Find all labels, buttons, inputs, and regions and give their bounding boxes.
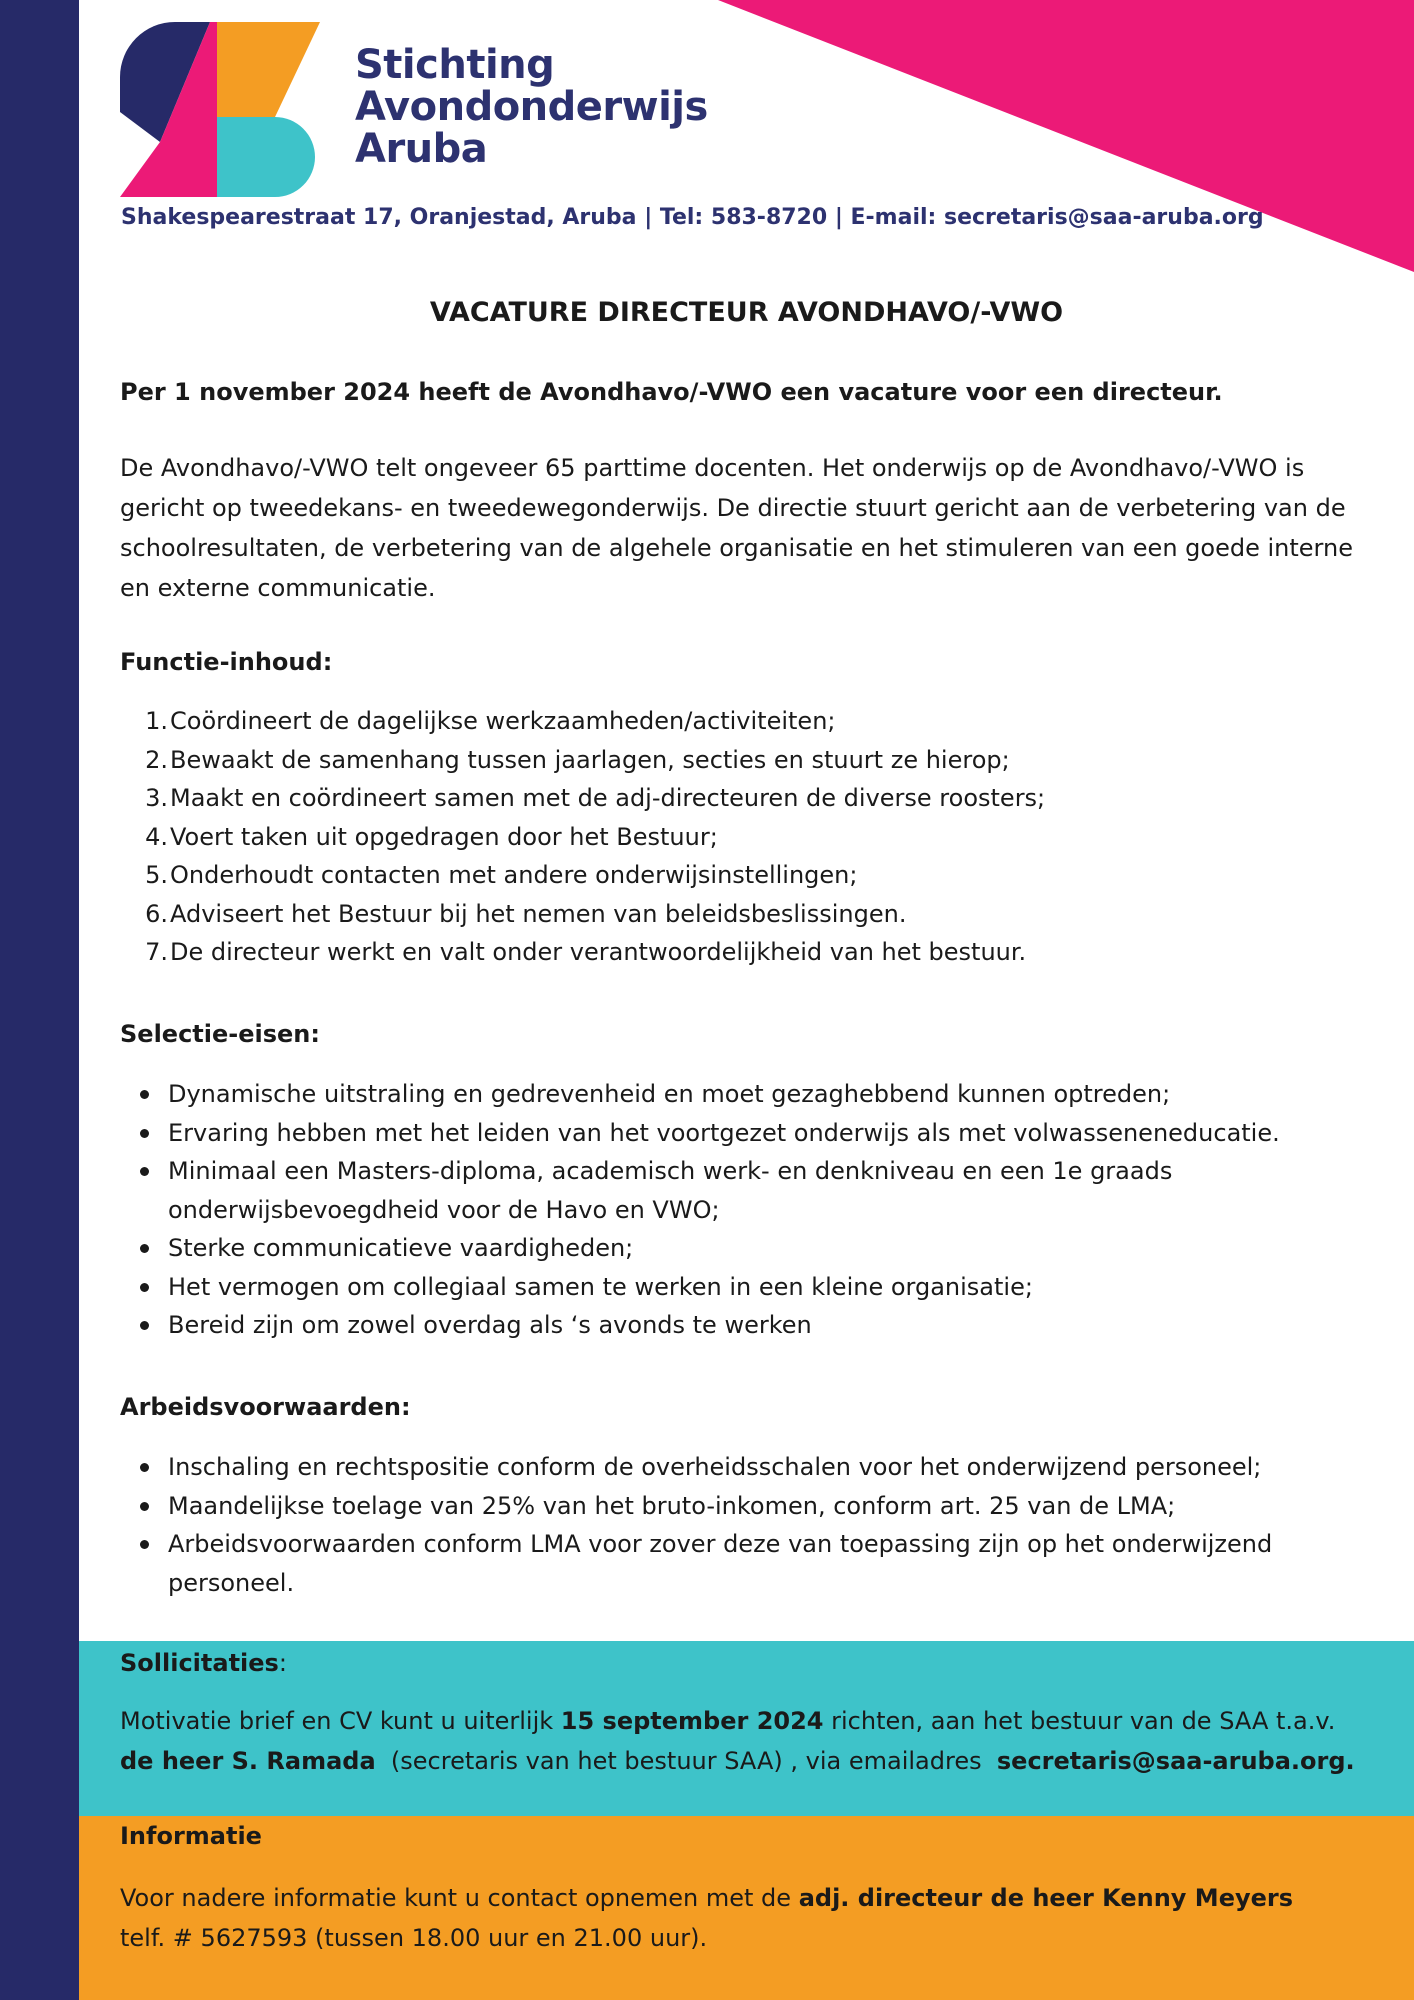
list-item: 2. Bewaakt de samenhang tussen jaarlagen, secties en stuurt ze hierop;	[145, 745, 1010, 774]
saa-logo	[120, 22, 325, 197]
brand-line-1: Stichting	[355, 42, 555, 88]
list-item: Maandelijkse toelage van 25% van het bruto-inkomen, conform art. 25 van de LMA;	[120, 1487, 1360, 1526]
functie-heading: Functie-inhoud:	[120, 648, 333, 676]
deadline-date: 15 september 2024	[560, 1707, 824, 1735]
brand-line-2: Avondonderwijs	[355, 84, 708, 130]
intro-paragraph: De Avondhavo/-VWO telt ongeveer 65 parttime docenten. Het onderwijs op de Avondhavo/-VWO is gericht op tweedekans- en tweedewegonderwijs. De directie stuurt gericht aan de verbetering van de schoolresultaten, de verbetering van de algehele organisatie en het stimuleren van een goede interne en externe communicatie.	[120, 454, 1353, 602]
brand-name	[355, 44, 708, 170]
list-item: Inschaling en rechtspositie conform de overheidsschalen voor het onderwijzend personeel;	[120, 1448, 1360, 1487]
list-item: Dynamische uitstraling en gedrevenheid en moet gezaghebbend kunnen optreden;	[120, 1075, 1360, 1114]
list-item: Het vermogen om collegiaal samen te werken in een kleine organisatie;	[120, 1268, 1360, 1307]
list-item: 6. Adviseert het Bestuur bij het nemen van beleidsbeslissingen.	[145, 899, 907, 928]
list-item: Minimaal een Masters-diploma, academisch werk- en denkniveau en een 1e graads onderwijsbevoegdheid voor de Havo en VWO;	[120, 1152, 1360, 1229]
informatie-heading: Informatie	[120, 1822, 262, 1850]
informatie-text: Voor nadere informatie kunt u contact opnemen met de adj. directeur de heer Kenny Meyers telf. # 5627593 (tussen 18.00 uur en 21.00 uur).	[120, 1884, 1294, 1952]
left-navy-bar	[0, 0, 79, 2000]
page-title: VACATURE DIRECTEUR AVONDHAVO/-VWO	[429, 297, 1064, 328]
list-item: Ervaring hebben met het leiden van het voortgezet onderwijs als met volwasseneneducatie.	[120, 1114, 1360, 1153]
contact-line: Shakespearestraat 17, Oranjestad, Aruba | Tel: 583-8720 | E-mail: secretaris@saa-aruba.org	[121, 205, 1264, 230]
sollicitaties-heading: Sollicitaties:	[120, 1649, 287, 1677]
contact-person: adj. directeur de heer Kenny Meyers	[798, 1884, 1294, 1912]
lead-sentence: Per 1 november 2024 heeft de Avondhavo/-VWO een vacature voor een directeur.	[120, 378, 1223, 406]
arbeid-heading: Arbeidsvoorwaarden:	[120, 1393, 411, 1421]
list-item: 3. Maakt en coördineert samen met de adj-directeuren de diverse roosters;	[145, 784, 1046, 812]
list-item: 1. Coördineert de dagelijkse werkzaamheden/activiteiten;	[145, 707, 836, 735]
email-link[interactable]: secretaris@saa-aruba.org.	[996, 1747, 1355, 1775]
list-item: 7. De directeur werkt en valt onder verantwoordelijkheid van het bestuur.	[145, 938, 1027, 966]
list-item: Bereid zijn om zowel overdag als ‘s avonds te werken	[120, 1306, 1360, 1345]
selectie-heading: Selectie-eisen:	[120, 1020, 320, 1048]
arbeid-list	[120, 1448, 1360, 1602]
sollicitaties-text: Motivatie brief en CV kunt u uiterlijk 15 september 2024 richten, aan het bestuur van de SAA t.a.v. de heer S. Ramada (secretaris van het bestuur SAA) , via emailadres secretaris@saa-aruba.org.	[120, 1707, 1355, 1775]
secretary-name: de heer S. Ramada	[120, 1747, 376, 1775]
brand-line-3: Aruba	[355, 126, 488, 172]
sollicitaties-band	[79, 1641, 1414, 1816]
informatie-band	[79, 1816, 1414, 2000]
list-item: 5. Onderhoudt contacten met andere onderwijsinstellingen;	[145, 861, 858, 889]
functie-list	[120, 702, 1360, 972]
selectie-list	[120, 1075, 1360, 1345]
list-item: Sterke communicatieve vaardigheden;	[120, 1229, 1360, 1268]
list-item: 4. Voert taken uit opgedragen door het Bestuur;	[145, 822, 718, 851]
list-item: Arbeidsvoorwaarden conform LMA voor zover deze van toepassing zijn op het onderwijzend personeel.	[120, 1525, 1360, 1602]
